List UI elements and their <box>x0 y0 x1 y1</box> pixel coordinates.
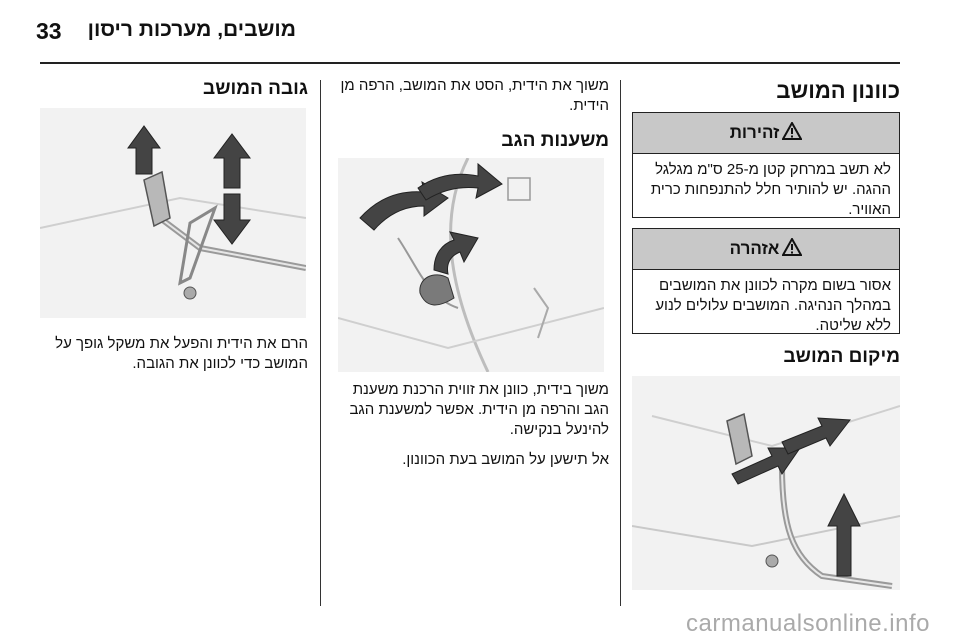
column-divider-left <box>320 80 321 606</box>
caution-box <box>632 112 900 218</box>
backrest-illustration <box>338 158 604 372</box>
backrest-heading: משענות הגב <box>501 130 609 151</box>
column-divider-right <box>620 80 621 606</box>
seat-adjustment-heading: כוונון המושב <box>776 78 900 103</box>
middle-column <box>333 76 609 152</box>
warning-label: אזהרה <box>729 239 780 258</box>
caution-header <box>633 113 899 154</box>
warning-triangle-icon <box>782 122 802 145</box>
backrest-caution-note: אל תישען על המושב בעת הכוונון. <box>402 451 609 468</box>
watermark: carmanualsonline.info <box>686 610 930 637</box>
right-column <box>632 76 900 104</box>
backrest-instructions: משוך בידית, כוונן את זווית הרכנת משענת הגב והרפה מן הידית. אפשר למשענת הגב להינעל בנקישה. <box>349 381 609 438</box>
header-rule <box>40 62 900 64</box>
seat-position-block <box>632 346 900 368</box>
warning-text: אסור בשום מקרה לכוונן את המושבים במהלך הנהיגה. המושבים עלולים לנוע ללא שליטה. <box>655 277 891 334</box>
page-number: 33 <box>36 18 62 44</box>
seat-height-text-block <box>40 334 308 374</box>
warning-header <box>633 229 899 270</box>
warning-triangle-icon <box>782 238 802 261</box>
caution-text: לא תשב במרחק קטן מ-25 ס"מ מגלגל ההגה. יש להותיר חלל להתנפחות כרית האוויר. <box>650 161 891 218</box>
seat-position-illustration <box>632 376 900 590</box>
seat-height-instructions: הרם את הידית והפעל את משקל גופך על המושב כדי לכוונן את הגובה. <box>55 335 308 372</box>
warning-box <box>632 228 900 334</box>
seat-height-illustration <box>40 108 306 318</box>
caution-label: זהירות <box>729 123 780 142</box>
slide-instructions: משוך את הידית, הסט את המושב, הרפה מן הידית. <box>340 77 609 114</box>
left-column <box>40 76 308 100</box>
page-header-title: מושבים, מערכות ריסון <box>87 18 296 41</box>
seat-height-heading: גובה המושב <box>203 78 308 99</box>
backrest-text-block <box>333 380 609 470</box>
seat-position-heading: מיקום המושב <box>783 346 900 367</box>
